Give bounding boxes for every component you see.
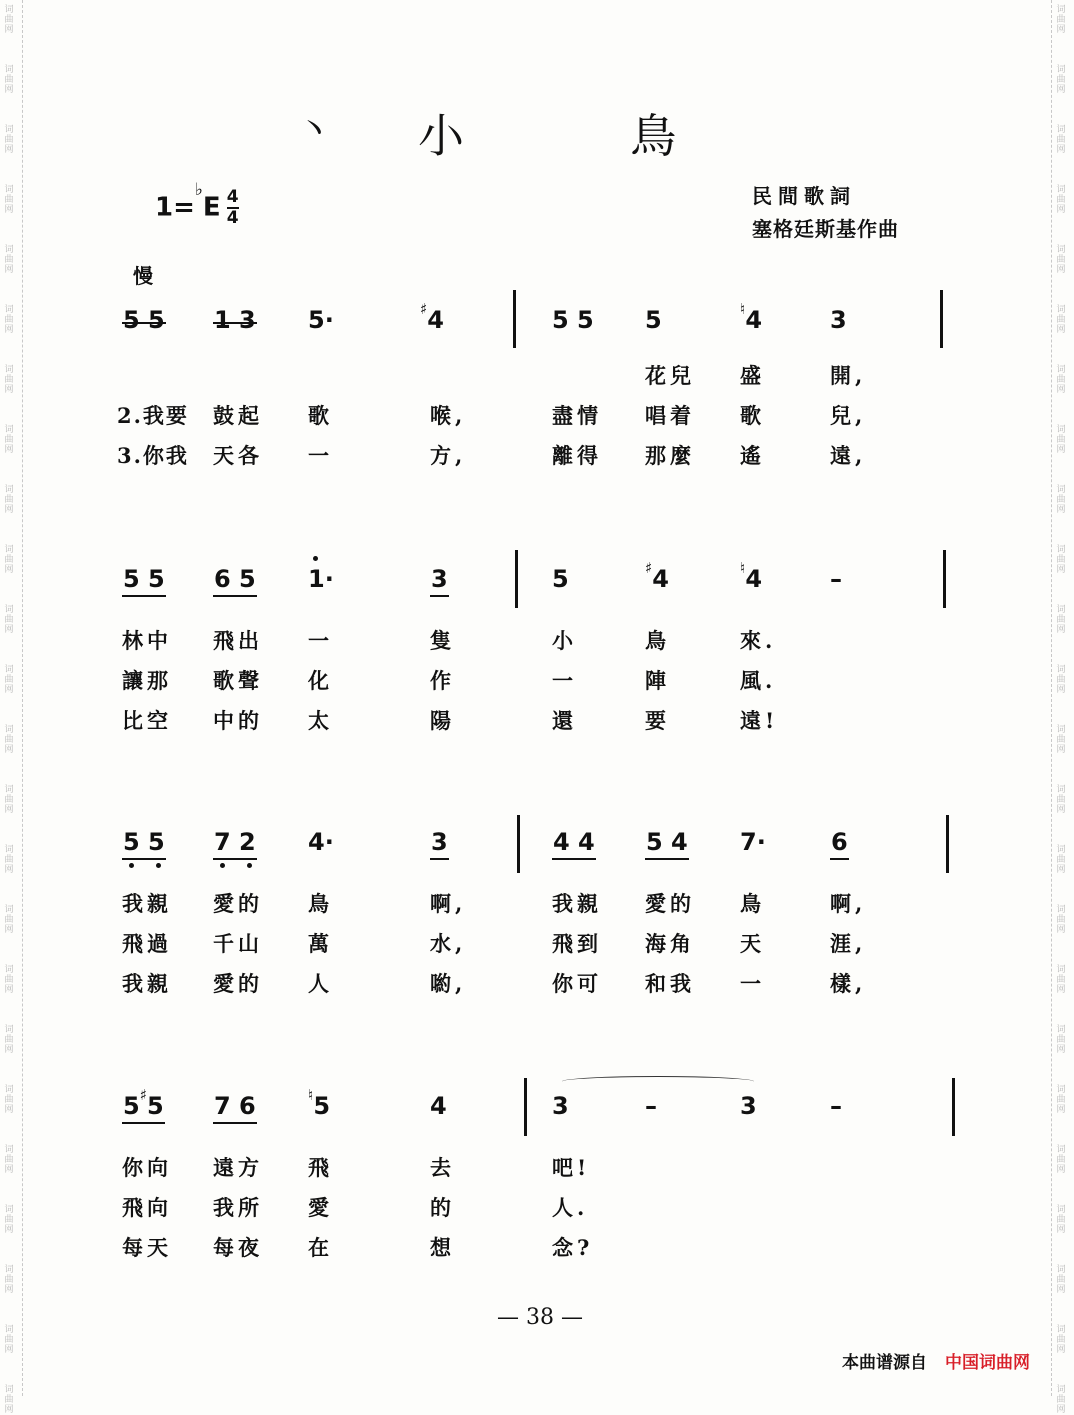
accidental-sign: ♯ xyxy=(139,1086,147,1104)
lyrics-credit: 民間歌詞 xyxy=(752,184,856,208)
lyric-text: 和我 xyxy=(645,971,695,996)
lyric-text: 天各 xyxy=(213,443,263,468)
lyric-text: 小 xyxy=(552,628,575,653)
octave-dot-low xyxy=(220,863,225,868)
lyric-text: 鳥 xyxy=(308,891,331,916)
lyric-text: 千山 xyxy=(213,931,263,956)
title-char-2: 鳥 xyxy=(630,109,681,163)
accidental-sign: ♯ xyxy=(645,559,653,577)
note-group xyxy=(552,306,594,334)
lyric-text: 要 xyxy=(645,708,668,733)
note-digits: – xyxy=(645,1092,657,1120)
lyric-text: 歌聲 xyxy=(213,668,263,693)
note-group xyxy=(213,565,257,597)
note-group xyxy=(420,300,444,334)
note-digits: 5 5 xyxy=(552,306,594,334)
watermark-text: 词 曲 网 xyxy=(4,1325,14,1355)
watermark-text: 词 曲 网 xyxy=(1056,305,1066,335)
lyric-text: 海角 xyxy=(645,931,695,956)
watermark-text: 词 曲 网 xyxy=(4,1025,14,1055)
lyric-text: 鳥 xyxy=(645,628,668,653)
watermark-text: 词 曲 网 xyxy=(1056,1205,1066,1235)
note-group xyxy=(308,1086,331,1120)
note-group xyxy=(740,300,763,334)
lyric-text: 花兒 xyxy=(645,363,695,388)
note-digits: 5 5 xyxy=(123,565,165,593)
watermark-text: 词 曲 网 xyxy=(4,1145,14,1175)
note-digits: 5· xyxy=(308,306,334,334)
lyric-text: 一 xyxy=(552,668,575,693)
lyric-text: 飛出 xyxy=(213,628,263,653)
lyric-text: 飛 xyxy=(308,1155,331,1180)
accidental-sign: ♮ xyxy=(308,1086,314,1104)
note-digits: 5 xyxy=(552,565,569,593)
octave-dot-high xyxy=(313,556,318,561)
bar-line xyxy=(517,815,520,873)
lyric-text: 一 xyxy=(308,443,331,468)
key-note: E xyxy=(202,192,221,223)
lyric-text: 每夜 xyxy=(213,1235,263,1260)
lyric-text: 飛到 xyxy=(552,931,602,956)
source-footer xyxy=(842,1348,1030,1373)
bar-line xyxy=(524,1078,527,1136)
watermark-text: 词 曲 网 xyxy=(1056,545,1066,575)
note-group xyxy=(645,306,662,334)
watermark-text: 词 曲 网 xyxy=(4,845,14,875)
lyric-text: 離得 xyxy=(552,443,602,468)
note-group xyxy=(308,828,334,856)
lyric-text: 念? xyxy=(552,1235,594,1260)
note-digits: 3 xyxy=(830,306,847,334)
watermark-text: 词 曲 网 xyxy=(1056,1025,1066,1055)
watermark-text: 词 曲 网 xyxy=(1056,905,1066,935)
lyric-text: 愛的 xyxy=(213,971,263,996)
note-group xyxy=(430,1092,447,1120)
lyric-text: 想 xyxy=(430,1235,453,1260)
lyric-text: 飛過 xyxy=(122,931,172,956)
note-group xyxy=(122,828,166,860)
watermark-text: 词 曲 网 xyxy=(1056,965,1066,995)
watermark-text: 词 曲 网 xyxy=(4,425,14,455)
bar-line xyxy=(946,815,949,873)
watermark-text: 词 曲 网 xyxy=(4,965,14,995)
note-digits: 6 xyxy=(831,828,848,856)
footer-source-label: 本曲谱源自 xyxy=(842,1353,927,1373)
note-digits: 3 xyxy=(552,1092,569,1120)
note-digits: 4· xyxy=(308,828,334,856)
lyric-text: 我親 xyxy=(122,891,172,916)
title-char-1: 小 xyxy=(418,109,468,163)
watermark-text: 词 曲 网 xyxy=(1056,1385,1066,1415)
tie-slur xyxy=(562,1076,754,1087)
tempo-marking: 慢 xyxy=(133,264,153,288)
watermark-text: 词 曲 网 xyxy=(4,125,14,155)
bar-line xyxy=(513,290,516,348)
lyric-text: 一 xyxy=(740,971,763,996)
song-title xyxy=(418,100,680,166)
watermark-text: 词 曲 网 xyxy=(4,65,14,95)
bar-line xyxy=(952,1078,955,1136)
lyric-text: 兒, xyxy=(830,403,867,428)
note-group xyxy=(830,565,842,593)
lyric-text: 3.你我 xyxy=(117,443,189,468)
note-digits: 3 xyxy=(740,1092,757,1120)
lyric-text: 中的 xyxy=(213,708,263,733)
lyric-text: 陣 xyxy=(645,668,668,693)
lyric-text: 啊, xyxy=(830,891,867,916)
note-group xyxy=(645,1092,657,1120)
watermark-text: 词 曲 网 xyxy=(1056,785,1066,815)
watermark-text: 词 曲 网 xyxy=(4,605,14,635)
lyric-text: 一 xyxy=(308,628,331,653)
note-digits: 3 xyxy=(431,565,448,593)
watermark-text: 词 曲 网 xyxy=(1056,5,1066,35)
lyric-text: 遠, xyxy=(830,443,867,468)
note-group xyxy=(645,828,689,860)
note-digits: 6 5 xyxy=(214,565,256,593)
note-digits: 4 xyxy=(430,1092,447,1120)
watermark-text: 词 曲 网 xyxy=(4,1265,14,1295)
lyric-text: 水, xyxy=(430,931,467,956)
watermark-text: 词 曲 网 xyxy=(1056,1085,1066,1115)
watermark-text: 词 曲 网 xyxy=(4,785,14,815)
lyric-text: 遠方 xyxy=(213,1155,263,1180)
watermark-text: 词 曲 网 xyxy=(4,905,14,935)
accidental-sign: ♯ xyxy=(420,300,428,318)
note-digits: 7 2 xyxy=(214,828,256,856)
lyric-text: 方, xyxy=(430,443,467,468)
lyric-text: 作 xyxy=(430,668,453,693)
note-group xyxy=(740,1092,757,1120)
watermark-text: 词 曲 网 xyxy=(4,1385,14,1415)
note-group xyxy=(308,565,334,593)
note-digits: 4 xyxy=(427,306,444,334)
note-digits: 3 xyxy=(431,828,448,856)
lyric-text: 愛的 xyxy=(645,891,695,916)
bar-line xyxy=(515,550,518,608)
lyric-text: 喉, xyxy=(430,403,467,428)
octave-dot-low xyxy=(156,863,161,868)
note-digits: 4 xyxy=(745,565,763,593)
watermark-text: 词 曲 网 xyxy=(1056,725,1066,755)
note-group xyxy=(740,828,766,856)
note-digits: 1 3 xyxy=(214,306,256,334)
watermark-text: 词 曲 网 xyxy=(1056,125,1066,155)
lyric-text: 你可 xyxy=(552,971,602,996)
lyric-text: 風. xyxy=(740,668,777,693)
lyric-text: 鳥 xyxy=(740,891,763,916)
note-digits: – xyxy=(830,565,842,593)
lyric-text: 你向 xyxy=(122,1155,172,1180)
lyric-text: 的 xyxy=(430,1195,453,1220)
page-number: — 38 — xyxy=(497,1305,583,1330)
note-digits: 5 xyxy=(146,1092,164,1120)
note-group xyxy=(830,1092,842,1120)
lyric-text: 那麼 xyxy=(645,443,695,468)
lyric-text: 比空 xyxy=(122,708,172,733)
watermark-text: 词 曲 网 xyxy=(1056,485,1066,515)
watermark-text: 词 曲 网 xyxy=(1056,245,1066,275)
lyric-text: 在 xyxy=(308,1235,331,1260)
note-digits: 5 xyxy=(645,306,662,334)
lyric-text: 太 xyxy=(308,708,331,733)
watermark-text: 词 曲 网 xyxy=(4,245,14,275)
flat-sign: ♭ xyxy=(194,180,203,200)
note-digits: 5 xyxy=(313,1092,331,1120)
lyric-text: 我所 xyxy=(213,1195,263,1220)
lyric-text: 愛的 xyxy=(213,891,263,916)
note-group xyxy=(552,565,569,593)
note-group xyxy=(740,559,763,593)
lyric-text: 飛向 xyxy=(122,1195,172,1220)
lyric-text: 愛 xyxy=(308,1195,331,1220)
accidental-sign: ♮ xyxy=(740,300,746,318)
lyric-text: 陽 xyxy=(430,708,453,733)
key-prefix: 1= xyxy=(155,192,195,223)
lyric-text: 林中 xyxy=(122,628,172,653)
left-watermark-strip xyxy=(0,0,23,1415)
note-group xyxy=(308,306,334,334)
lyric-text: 2.我要 xyxy=(117,403,189,428)
lyric-text: 開, xyxy=(830,363,867,388)
note-digits: 5 xyxy=(123,1092,140,1120)
note-group xyxy=(122,306,166,334)
lyric-text: 遠! xyxy=(740,708,779,733)
watermark-text: 词 曲 网 xyxy=(1056,845,1066,875)
watermark-text: 词 曲 网 xyxy=(1056,1145,1066,1175)
lyric-text: 我親 xyxy=(552,891,602,916)
time-signature xyxy=(227,188,239,228)
lyric-text: 涯, xyxy=(830,931,867,956)
title-ornament: 丶 xyxy=(296,110,333,151)
lyric-text: 萬 xyxy=(308,931,331,956)
watermark-text: 词 曲 网 xyxy=(4,185,14,215)
note-group xyxy=(213,1092,257,1124)
note-group xyxy=(552,1092,569,1120)
note-digits: – xyxy=(830,1092,842,1120)
note-group xyxy=(122,1086,165,1124)
lyric-text: 我親 xyxy=(122,971,172,996)
watermark-text: 词 曲 网 xyxy=(1056,65,1066,95)
footer-brand: 中国词曲网 xyxy=(945,1353,1030,1373)
note-digits: 5 5 xyxy=(123,306,165,334)
lyric-text: 遙 xyxy=(740,443,763,468)
lyric-text: 歌 xyxy=(740,403,763,428)
watermark-text: 词 曲 网 xyxy=(4,1205,14,1235)
watermark-text: 词 曲 网 xyxy=(4,1085,14,1115)
watermark-text: 词 曲 网 xyxy=(1056,665,1066,695)
note-digits: 4 4 xyxy=(553,828,595,856)
watermark-text: 词 曲 网 xyxy=(4,485,14,515)
lyric-text: 還 xyxy=(552,708,575,733)
watermark-text: 词 曲 网 xyxy=(4,365,14,395)
watermark-text: 词 曲 网 xyxy=(4,725,14,755)
watermark-text: 词 曲 网 xyxy=(1056,365,1066,395)
watermark-text: 词 曲 网 xyxy=(1056,1265,1066,1295)
note-group xyxy=(430,565,449,597)
octave-dot-low xyxy=(129,863,134,868)
lyric-text: 隻 xyxy=(430,628,453,653)
lyric-text: 盛 xyxy=(740,363,763,388)
beat-bottom: 4 xyxy=(226,208,239,228)
watermark-text: 词 曲 网 xyxy=(4,305,14,335)
note-group xyxy=(645,559,669,593)
lyric-text: 人. xyxy=(552,1195,589,1220)
key-signature xyxy=(155,180,239,228)
lyric-text: 讓那 xyxy=(122,668,172,693)
lyric-text: 盡情 xyxy=(552,403,602,428)
watermark-text: 词 曲 网 xyxy=(1056,1325,1066,1355)
note-group xyxy=(830,828,849,860)
lyric-text: 來. xyxy=(740,628,777,653)
lyric-text: 化 xyxy=(308,668,331,693)
lyric-text: 鼓起 xyxy=(213,403,263,428)
composer-credit: 塞格廷斯基作曲 xyxy=(752,217,899,241)
lyric-text: 人 xyxy=(308,971,331,996)
accidental-sign: ♮ xyxy=(740,559,746,577)
lyric-text: 天 xyxy=(740,931,763,956)
watermark-text: 词 曲 网 xyxy=(4,665,14,695)
lyric-text: 啊, xyxy=(430,891,467,916)
note-digits: 7· xyxy=(740,828,766,856)
lyric-text: 每天 xyxy=(122,1235,172,1260)
lyric-text: 唱着 xyxy=(645,403,695,428)
note-digits: 5 5 xyxy=(123,828,165,856)
lyric-text: 吧! xyxy=(552,1155,591,1180)
lyric-text: 喲, xyxy=(430,971,467,996)
note-digits: 5 4 xyxy=(646,828,688,856)
octave-dot-low xyxy=(247,863,252,868)
lyric-text: 樣, xyxy=(830,971,867,996)
note-digits: 4 xyxy=(745,306,763,334)
note-group xyxy=(830,306,847,334)
note-group xyxy=(122,565,166,597)
note-group xyxy=(213,306,257,334)
note-group xyxy=(213,828,257,860)
watermark-text: 词 曲 网 xyxy=(1056,425,1066,455)
note-digits: 1· xyxy=(308,565,334,593)
note-digits: 7 6 xyxy=(214,1092,256,1120)
note-group xyxy=(430,828,449,860)
beat-top: 4 xyxy=(226,187,239,207)
watermark-text: 词 曲 网 xyxy=(1056,185,1066,215)
note-group xyxy=(552,828,596,860)
bar-line xyxy=(940,290,943,348)
right-watermark-strip xyxy=(1051,0,1074,1415)
watermark-text: 词 曲 网 xyxy=(4,545,14,575)
watermark-text: 词 曲 网 xyxy=(1056,605,1066,635)
lyric-text: 去 xyxy=(430,1155,453,1180)
lyric-text: 歌 xyxy=(308,403,331,428)
bar-line xyxy=(943,550,946,608)
note-digits: 4 xyxy=(652,565,669,593)
watermark-text: 词 曲 网 xyxy=(4,5,14,35)
